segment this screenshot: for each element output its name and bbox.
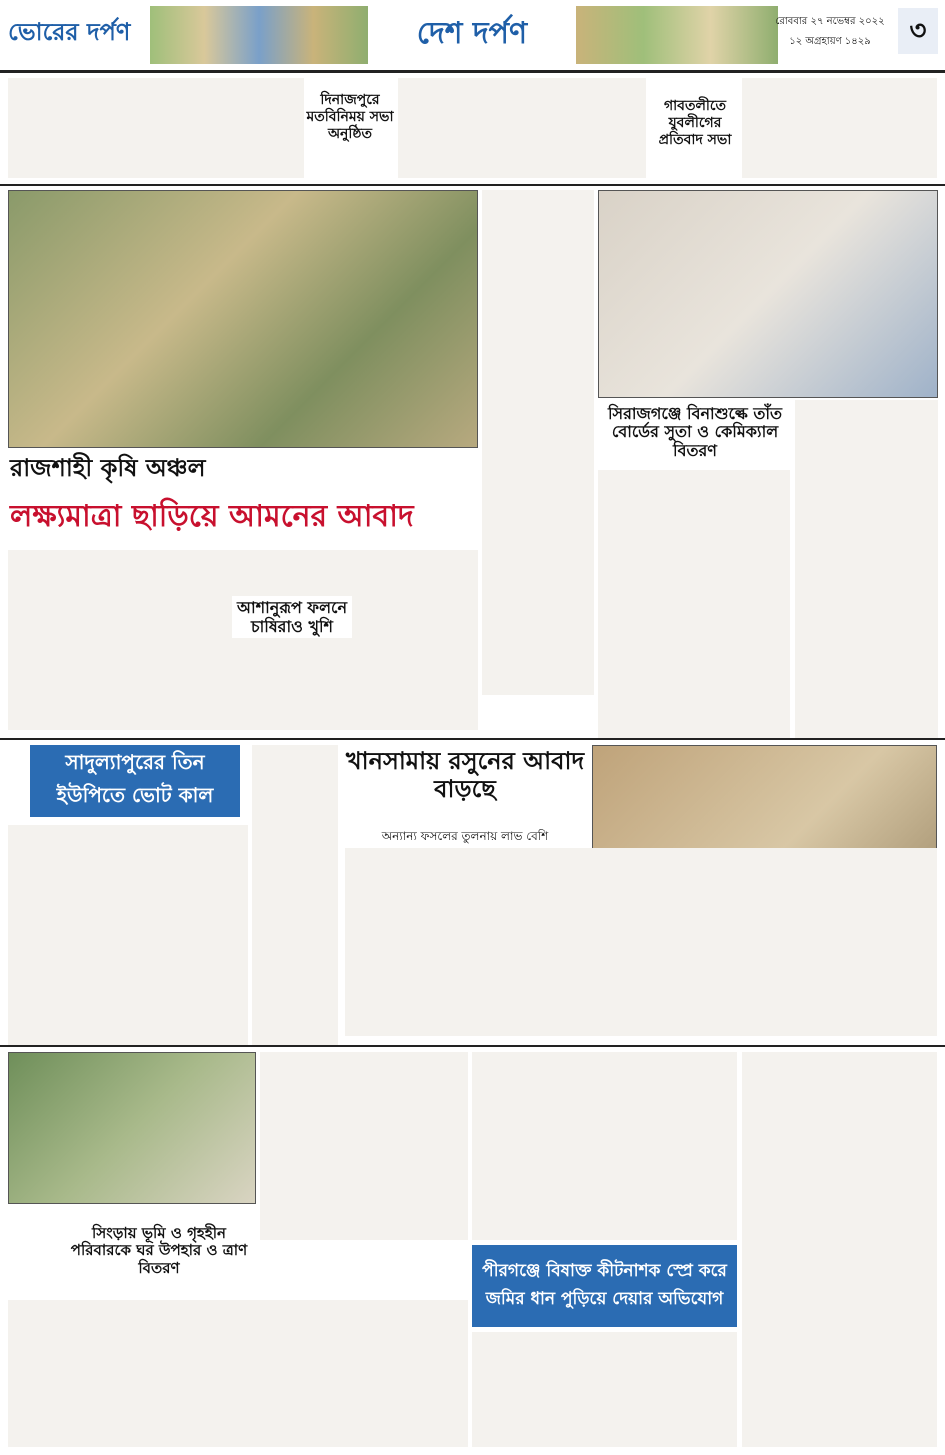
article-body-sirajganj (598, 470, 790, 740)
photo-sirajganj-distribution (598, 190, 938, 398)
headline-dinajpur: দিনাজপুরে মতবিনিময় সভা অনুষ্ঠিত (306, 92, 394, 142)
headline-khansama-sub: অন্যান্য ফসলের তুলনায় লাভ বেশি (381, 829, 549, 843)
rule-3 (0, 738, 945, 740)
headline-singra: সিংড়ায় ভূমি ও গৃহহীন পরিবারকে ঘর উপহার ও ত্রাণ বিতরণ (70, 1224, 248, 1277)
article-body-vote (8, 825, 248, 1045)
headline-rajshahi-main: লক্ষ্যমাত্রা ছাড়িয়ে আমনের আবাদ (10, 499, 414, 534)
headline-sirajganj: সিরাজগঞ্জে বিনাশুল্কে তাঁত বোর্ডের সুতা ও কেমিক্যাল বিতরণ (607, 404, 783, 460)
section-title: দেশ দর্পণ (416, 16, 528, 51)
article-body-2 (398, 78, 646, 178)
rule-2 (0, 184, 945, 186)
article-body-3 (742, 78, 937, 178)
masthead-strip-right (576, 6, 778, 64)
page-number: ৩ (898, 8, 938, 54)
article-body-khansama (345, 848, 937, 1036)
article-body-pirganj (472, 1332, 737, 1447)
article-body-sadullapur-training (260, 1052, 468, 1240)
photo-singra-event (8, 1052, 256, 1204)
article-body-singra (8, 1300, 468, 1447)
headline-khansama: খানসামায় রসুনের আবাদ বাড়ছে (345, 747, 585, 803)
article-body-mohimaganj (252, 745, 338, 1045)
photo-paddy-thresher (8, 190, 478, 448)
headline-ashanurup: আশানুরূপ ফলনে চাষিরাও খুশি (232, 596, 352, 638)
headline-gabtali: গাবতলীতে যুবলীগের প্রতিবাদ সভা (658, 98, 732, 148)
rule-4 (0, 1045, 945, 1047)
date-line-2: ১২ অগ্রহায়ণ ১৪২৯ (789, 36, 871, 47)
article-body-bhangura (472, 1052, 737, 1240)
article-body-mokamtala (742, 1052, 937, 1447)
article-body-rajshahi (8, 550, 478, 730)
article-body-sadullapur (795, 400, 938, 740)
masthead-strip (150, 6, 368, 64)
headline-sadullapur-vote: সাদুল্যাপুরের তিন ইউপিতে ভোট কাল (30, 745, 240, 817)
masthead-rule (0, 70, 945, 73)
masthead-logo: ভোরের দর্পণ (8, 18, 131, 46)
headline-pirganj: পীরগঞ্জে বিষাক্ত কীটনাশক স্প্রে করে জমির ধান পুড়িয়ে দেয়ার অভিযোগ (472, 1245, 737, 1327)
headline-rajshahi-kicker: রাজশাহী কৃষি অঞ্চল (10, 454, 206, 482)
article-body-1 (8, 78, 304, 178)
article-body-atrai (482, 190, 594, 695)
date-line-1: রোববার ২৭ নভেম্বর ২০২২ (775, 16, 885, 27)
